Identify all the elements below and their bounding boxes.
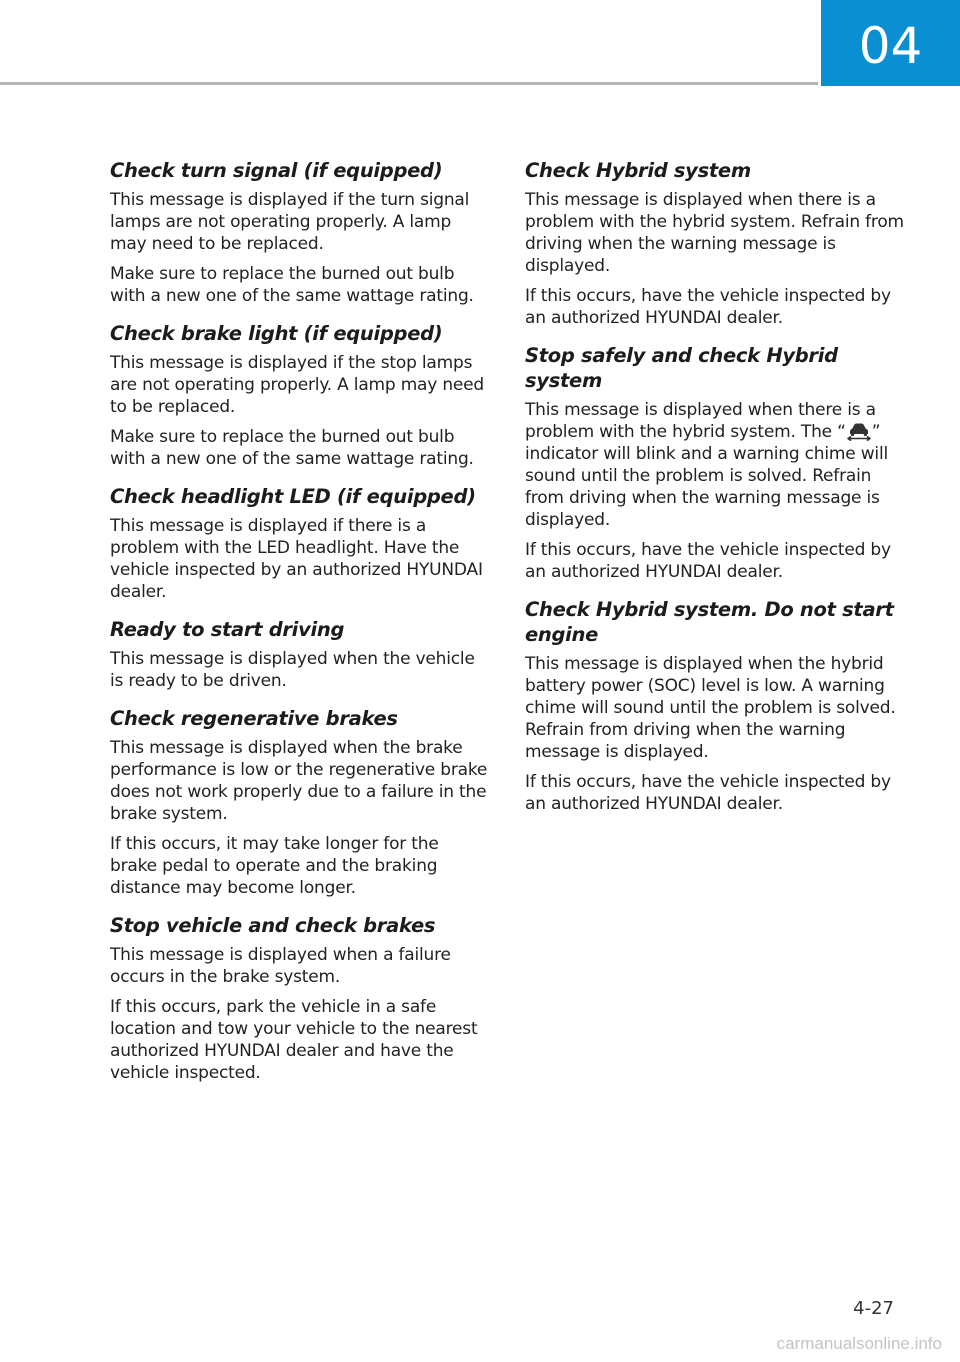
section-stop-vehicle-check-brakes: [110, 913, 490, 1084]
section-check-headlight-led: [110, 484, 490, 603]
paragraph: If this occurs, have the vehicle inspected by an authorized HYUNDAI dealer.: [525, 540, 891, 582]
chapter-tab: [821, 0, 960, 86]
section-heading: Stop safely and check Hybrid system: [525, 344, 838, 392]
section-heading: Check headlight LED (if equipped): [110, 485, 476, 508]
paragraph: This message is displayed when the vehicle is ready to be driven.: [110, 649, 475, 691]
paragraph: Make sure to replace the burned out bulb with a new one of the same wattage rating.: [110, 427, 474, 469]
page-number: 4-27: [853, 1298, 894, 1319]
hybrid-warning-car-icon: [846, 421, 872, 441]
paragraph: Make sure to replace the burned out bulb with a new one of the same wattage rating.: [110, 264, 474, 306]
section-heading: Stop vehicle and check brakes: [110, 914, 436, 937]
section-ready-to-start: [110, 617, 490, 692]
paragraph: This message is displayed when the brake performance is low or the regenerative brake does not work properly due to a failure in the brake system.: [110, 738, 488, 824]
watermark: carmanualsonline.info: [776, 1334, 942, 1353]
paragraph-text-before-icon: This message is displayed when there is a problem with the hybrid system. The “: [525, 400, 876, 442]
chapter-number: 04: [858, 17, 923, 75]
section-heading: Check Hybrid system. Do not start engine: [525, 598, 894, 646]
section-check-turn-signal: [110, 158, 490, 307]
paragraph: [525, 399, 905, 531]
paragraph: This message is displayed if the stop lamps are not operating properly. A lamp may need to be replaced.: [110, 353, 485, 417]
paragraph-text-after-icon: ” indicator will blink and a warning chime will sound until the problem is solved. Refrain from driving when the warning message is displayed.: [525, 422, 888, 530]
paragraph: This message is displayed when a failure occurs in the brake system.: [110, 945, 451, 987]
section-check-regenerative-brakes: [110, 706, 490, 899]
section-check-hybrid-system: [525, 158, 905, 329]
section-check-brake-light: [110, 321, 490, 470]
paragraph: If this occurs, it may take longer for the brake pedal to operate and the braking distance may become longer.: [110, 834, 439, 898]
header-rule: [0, 82, 818, 85]
section-check-hybrid-do-not-start: [525, 597, 905, 815]
paragraph: If this occurs, park the vehicle in a safe location and tow your vehicle to the nearest authorized HYUNDAI dealer and have the vehicle inspected.: [110, 997, 478, 1083]
section-heading: Check turn signal (if equipped): [110, 159, 443, 182]
paragraph: This message is displayed when there is a problem with the hybrid system. Refrain from driving when the warning message is displayed.: [525, 190, 904, 276]
paragraph: If this occurs, have the vehicle inspected by an authorized HYUNDAI dealer.: [525, 772, 891, 814]
paragraph: This message is displayed when the hybrid battery power (SOC) level is low. A warning chime will sound until the problem is solved. Refrain from driving when the warning message is displayed.: [525, 654, 896, 762]
section-stop-safely-check-hybrid: [525, 343, 905, 583]
paragraph: If this occurs, have the vehicle inspected by an authorized HYUNDAI dealer.: [525, 286, 891, 328]
section-heading: Check Hybrid system: [525, 159, 751, 182]
paragraph: This message is displayed if the turn signal lamps are not operating properly. A lamp may need to be replaced.: [110, 190, 470, 254]
right-column: [525, 158, 905, 829]
section-heading: Check regenerative brakes: [110, 707, 398, 730]
paragraph: This message is displayed if there is a problem with the LED headlight. Have the vehicle inspected by an authorized HYUNDAI dealer.: [110, 516, 483, 602]
section-heading: Check brake light (if equipped): [110, 322, 443, 345]
left-column: [110, 158, 490, 1098]
section-heading: Ready to start driving: [110, 618, 345, 641]
